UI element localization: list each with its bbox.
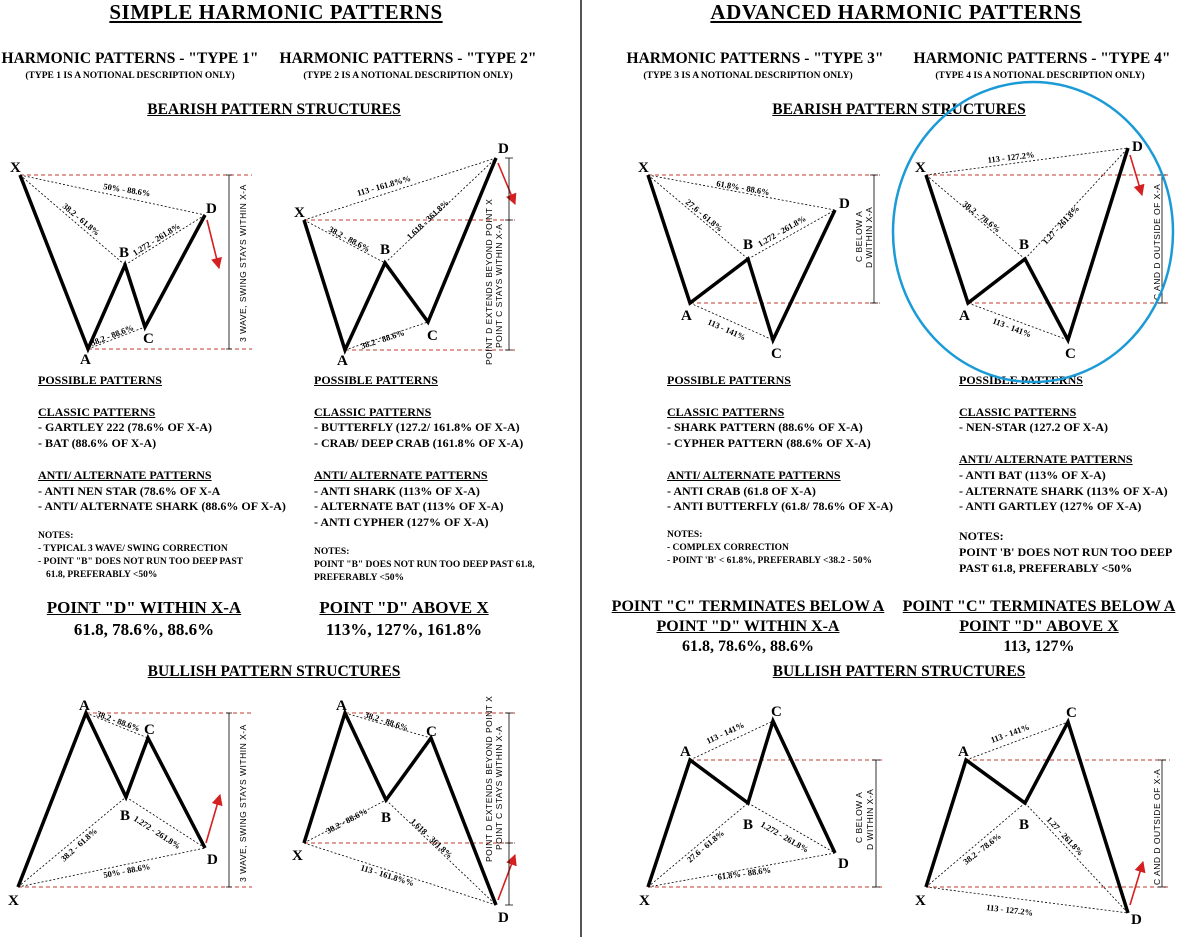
ratio-label: 38.2 - 78.6% [961,830,1003,867]
ratio-label: 1.618 - 361.8% [404,197,451,242]
diagram-type1-bullish [8,698,252,909]
simple-section-title: SIMPLE HARMONIC PATTERNS [109,0,443,24]
notes-line: POINT 'B' DOES NOT RUN TOO DEEP [959,545,1173,559]
point-x-label: X [915,160,926,176]
point-x-label: X [10,160,21,176]
point-a-label: A [337,353,348,369]
diagram-type2-bullish [292,696,515,926]
point-b-label: B [743,817,754,833]
list-item: - BUTTERFLY (127.2/ 161.8% OF X-A) [314,420,520,435]
list-item: - ANTI CYPHER (127% OF X-A) [314,515,489,530]
possible-patterns-heading: POSSIBLE PATTERNS [959,373,1083,387]
type3-subtitle: (TYPE 3 IS A NOTIONAL DESCRIPTION ONLY) [643,71,853,81]
anti-patterns-heading: ANTI/ ALTERNATE PATTERNS [959,451,1133,466]
ratio-label: 113 - 161.8%% [359,862,416,889]
list-item: - ANTI BUTTERFLY (61.8/ 78.6% OF X-A) [667,499,894,514]
point-a-label: A [681,308,692,324]
ratio-label: 50% - 88.6% [102,861,151,880]
pattern-path [20,175,205,349]
point-a-label: A [680,744,691,760]
ratio-label: 1.618 - 361.8% [408,816,455,861]
type1-point-d: POINT "D" WITHIN X-A [46,598,242,617]
notes-line: - POINT 'B' < 61.8%, PREFERABLY <38.2 - 50% [667,556,872,566]
notes-line: PAST 61.8, PREFERABLY <50% [959,561,1133,575]
pattern-path [648,175,835,340]
ratio-label: 61.8% - 88.6% [716,864,772,882]
ratio-label: 1.272 - 261.8% [130,220,182,258]
list-item: - ANTI CRAB (61.8 OF X-A) [667,483,816,498]
vertical-note: C AND D OUTSIDE OF X-A [1152,183,1162,300]
classic-patterns-heading: CLASSIC PATTERNS [314,404,432,419]
point-b-label: B [1019,817,1030,833]
vertical-note: C BELOW A [854,210,864,262]
point-b-label: B [1019,237,1030,253]
ratio-label: 38.2 - 88.6% [359,327,406,351]
point-b-label: B [120,808,131,824]
list-item: - GARTLEY 222 (78.6% OF X-A) [38,420,213,435]
point-b-label: B [380,242,391,258]
ratio-label: 50% - 88.6% [102,181,152,199]
type2-subtitle: (TYPE 2 IS A NOTIONAL DESCRIPTION ONLY) [303,71,513,81]
list-item: - ANTI BAT (113% OF X-A) [959,467,1106,482]
ratio-label: 113 - 141% [991,315,1033,340]
notes-line: PREFERABLY <50% [314,573,404,583]
ratio-label: 1.272 - 261.8% [759,819,811,855]
notes-line: NOTES: [314,547,350,557]
point-x-label: X [294,205,305,221]
point-d-label: D [498,910,509,926]
type1-subtitle: (TYPE 1 IS A NOTIONAL DESCRIPTION ONLY) [25,71,235,81]
type3-point-c: POINT "C" TERMINATES BELOW A [611,598,885,615]
ratio-label: 1.272 - 261.8% [131,813,183,852]
notes-line: NOTES: [38,531,74,541]
possible-patterns-heading: POSSIBLE PATTERNS [314,373,438,387]
ratio-label: 38.2 - 78.6% [960,198,1003,235]
list-item: - ALTERNATE SHARK (113% OF X-A) [959,483,1168,498]
ratio-label: 38.2 - 88.6% [327,223,372,255]
notes-line: - COMPLEX CORRECTION [667,543,789,553]
ratio-label: 38.2 - 88.6% [324,805,369,836]
arrow-icon [206,795,220,843]
point-c-label: C [771,346,782,362]
highlight-circle [893,82,1173,382]
point-b-label: B [743,237,754,253]
vertical-note: C AND D OUTSIDE OF X-A [1152,768,1162,885]
diagram-type3-bullish [639,704,882,909]
point-c-label: C [143,331,154,347]
vertical-note: POINT C STAYS WITHIN X-A [494,725,504,850]
pattern-path [18,713,205,887]
classic-patterns-heading: CLASSIC PATTERNS [959,404,1077,419]
ratio-label: 38.2 - 61.8% [58,825,100,864]
point-b-label: B [381,810,392,826]
type4-values: 113, 127% [1003,638,1075,655]
pattern-path [648,721,835,887]
point-d-label: D [1131,912,1142,928]
list-item: - SHARK PATTERN (88.6% OF X-A) [667,420,863,435]
vertical-note: POINT D EXTENDS BEYOND POINT X [484,198,494,365]
ratio-label: 1.27 - 261.8% [1040,203,1082,247]
list-item: - NEN-STAR (127.2 OF X-A) [959,420,1108,435]
point-d-label: D [206,201,217,217]
list-item: - ANTI GARTLEY (127% OF X-A) [959,499,1142,514]
vertical-note: 3 WAVE, SWING STAYS WITHIN X-A [238,724,248,882]
point-x-label: X [639,893,650,909]
type4-subtitle: (TYPE 4 IS A NOTIONAL DESCRIPTION ONLY) [935,71,1145,81]
ratio-label: 38.2 - 88.6% [89,322,136,348]
type3-title: HARMONIC PATTERNS - "TYPE 3" [626,50,884,67]
vertical-note: POINT D EXTENDS BEYOND POINT X [484,695,494,862]
arrow-icon [498,163,515,204]
type4-point-c: POINT "C" TERMINATES BELOW A [902,598,1176,615]
ratio-label: 113 - 141% [989,721,1031,745]
list-item: - ANTI NEN STAR (78.6% OF X-A [38,483,221,498]
diagram-type3-bearish [638,160,880,362]
point-d-label: D [839,196,850,212]
bullish-structures-title-left: BULLISH PATTERN STRUCTURES [147,663,401,680]
point-x-label: X [638,160,649,176]
diagram-type1-bearish [10,160,252,368]
ratio-label: 113 - 141% [706,316,748,343]
vertical-note: D WITHIN X-A [865,788,875,850]
notes-line: - POINT "B" DOES NOT RUN TOO DEEP PAST [38,557,243,567]
ratio-label: 38.2 - 88.6% [363,709,410,733]
diagram-type4-bearish [915,139,1170,362]
type2-values: 113%, 127%, 161.8% [325,620,483,639]
point-d-label: D [498,141,509,157]
classic-patterns-heading: CLASSIC PATTERNS [667,404,785,419]
notes-line: 61.8, PREFERABLY <50% [46,570,158,580]
list-item: - ANTI SHARK (113% OF X-A) [314,483,480,498]
type3-point-d: POINT "D" WITHIN X-A [656,618,840,635]
type1-values: 61.8, 78.6%, 88.6% [73,620,215,639]
type3-values: 61.8, 78.6%, 88.6% [682,638,814,655]
point-c-label: C [144,722,155,738]
diagram-type2-bearish [294,141,515,369]
type4-title: HARMONIC PATTERNS - "TYPE 4" [913,50,1171,67]
point-d-label: D [207,852,218,868]
vertical-note: POINT C STAYS WITHIN X-A [494,223,504,348]
ratio-label: 1.272 - 261.8% [756,213,808,249]
point-c-label: C [427,328,438,344]
notes-line: NOTES: [959,529,1004,543]
arrow-icon [498,855,515,900]
point-c-label: C [1066,705,1077,721]
ratio-label: 113 - 141% [704,719,746,746]
ratio-label: 1.27 - 261.8% [1044,814,1086,858]
point-c-label: C [426,724,437,740]
ratio-label: 61.8% - 88.6% [715,178,771,198]
arrow-icon [1130,862,1143,905]
notes-line: POINT "B" DOES NOT RUN TOO DEEP PAST 61.8, [314,560,535,570]
ratio-label: 27.6 - 61.8% [683,196,725,234]
possible-patterns-heading: POSSIBLE PATTERNS [667,373,791,387]
point-a-label: A [958,744,969,760]
type1-title: HARMONIC PATTERNS - "TYPE 1" [1,50,259,67]
bullish-structures-title-right: BULLISH PATTERN STRUCTURES [772,663,1026,680]
point-x-label: X [8,893,19,909]
point-a-label: A [79,698,90,714]
point-x-label: X [292,848,303,864]
anti-patterns-heading: ANTI/ ALTERNATE PATTERNS [314,467,488,482]
ratio-label: 113 - 127.2% [987,149,1035,165]
list-item: - CRAB/ DEEP CRAB (161.8% OF X-A) [314,436,524,451]
list-item: - BAT (88.6% OF X-A) [38,436,157,451]
bearish-structures-title-left: BEARISH PATTERN STRUCTURES [147,101,401,118]
list-item: - ALTERNATE BAT (113% OF X-A) [314,499,504,514]
point-a-label: A [80,352,91,368]
type4-point-d: POINT "D" ABOVE X [959,618,1119,635]
vertical-note: C BELOW A [854,791,864,843]
pattern-path [304,158,496,350]
advanced-section-title: ADVANCED HARMONIC PATTERNS [710,0,1082,24]
ratio-label: 38.2 - 61.8% [60,200,102,238]
vertical-note: 3 WAVE, SWING STAYS WITHIN X-A [238,184,248,342]
point-d-label: D [838,856,849,872]
ratio-label: 38.2 - 88.6% [95,708,142,734]
arrow-icon [207,220,219,268]
point-x-label: X [915,893,926,909]
vertical-note: D WITHIN X-A [864,206,874,268]
ratio-label: 27.6 - 61.8% [684,827,727,865]
classic-patterns-heading: CLASSIC PATTERNS [38,404,156,419]
diagram-type4-bullish [915,705,1170,928]
list-item: - CYPHER PATTERN (88.6% OF X-A) [667,436,871,451]
point-c-label: C [1065,346,1076,362]
ratio-label: 113 - 127.2% [985,902,1034,918]
point-b-label: B [119,245,130,261]
anti-patterns-heading: ANTI/ ALTERNATE PATTERNS [667,467,841,482]
type2-title: HARMONIC PATTERNS - "TYPE 2" [279,50,537,67]
ratio-label: 113 - 161.8%% [355,173,412,198]
notes-line: - TYPICAL 3 WAVE/ SWING CORRECTION [38,544,228,554]
list-item: - ANTI/ ALTERNATE SHARK (88.6% OF X-A) [38,499,286,514]
possible-patterns-heading: POSSIBLE PATTERNS [38,373,162,387]
bearish-structures-title-right: BEARISH PATTERN STRUCTURES [772,101,1026,118]
point-c-label: C [771,704,782,720]
point-d-label: D [1132,139,1143,155]
type2-point-d: POINT "D" ABOVE X [319,598,489,617]
anti-patterns-heading: ANTI/ ALTERNATE PATTERNS [38,467,212,482]
point-a-label: A [336,698,347,714]
point-a-label: A [959,308,970,324]
notes-line: NOTES: [667,530,703,540]
